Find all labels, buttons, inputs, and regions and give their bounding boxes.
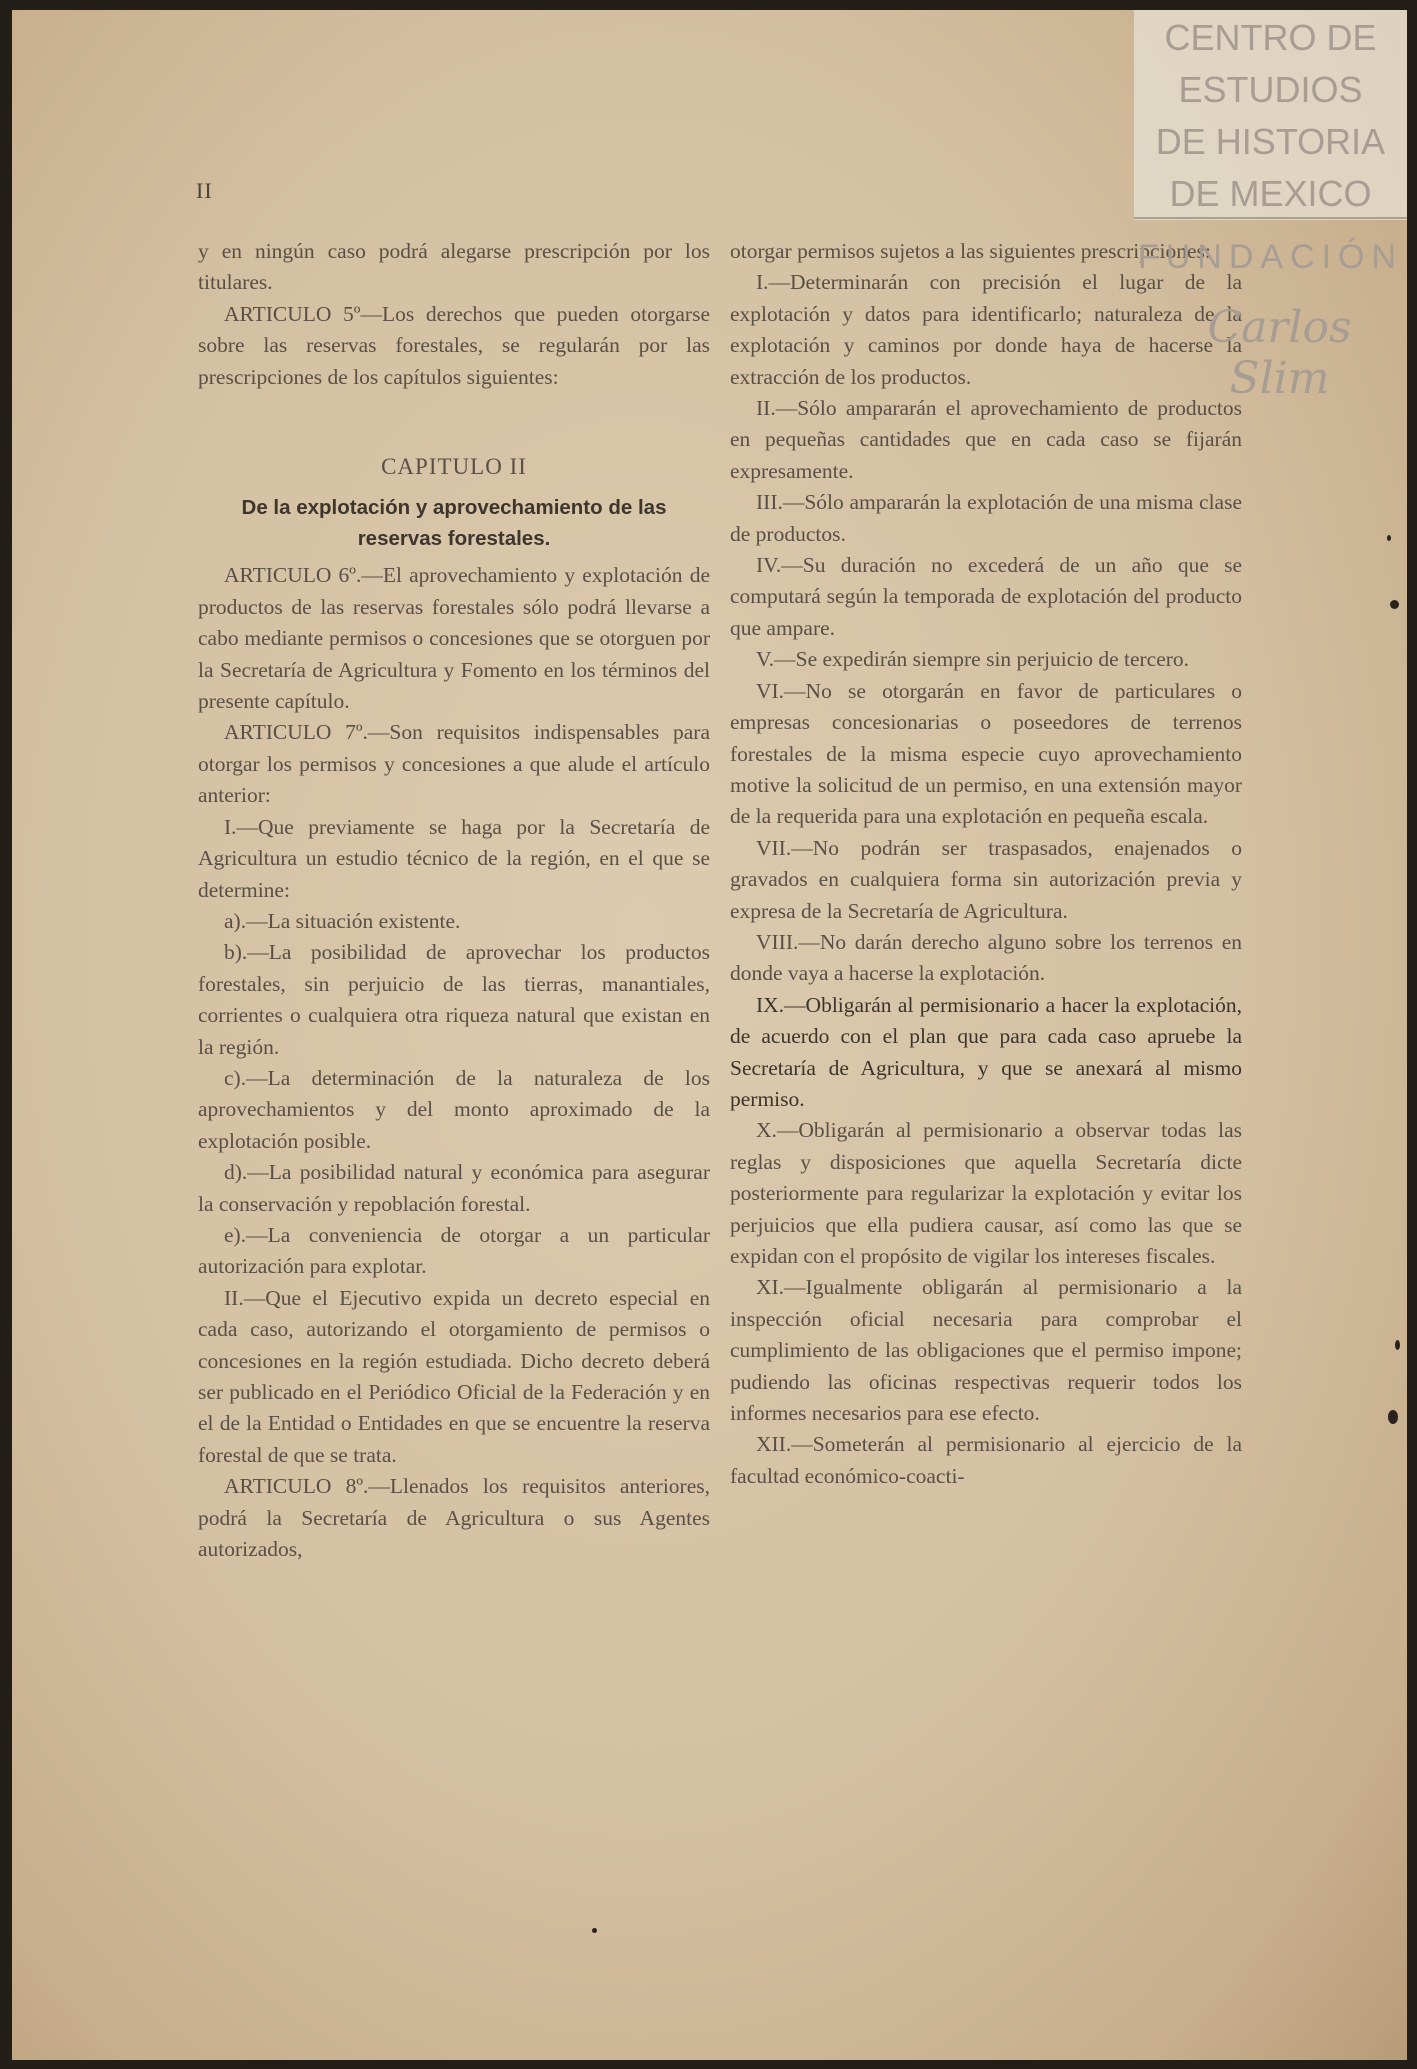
right-column-paragraph: X.—Obligarán al permisionario a observar todas las reglas y disposiciones que aquella Secretaría dicte posteriormente para regularizar la explotación y evitar los perjuicios que ella pudiera causar, así como las que se expidan con el propósito de vigilar los intereses fiscales.: [730, 1118, 1242, 1268]
left-column-paragraph: ARTICULO 7º.—Son requisitos indispensables para otorgar los permisos y concesiones a que alude el artículo anterior:: [198, 720, 710, 808]
right-column-paragraph: IX.—Obligarán al permisionario a hacer la explotación, de acuerdo con el plan que para cada caso apruebe la Secretaría de Agricultura, y que se anexará al mismo permiso.: [730, 992, 1242, 1111]
section-title: De la explotación y aprovechamiento de las reservas forestales.: [241, 496, 667, 551]
watermark-foundation: FUNDACIÓN: [1137, 238, 1404, 276]
left-column: [198, 236, 710, 1565]
left-column-paragraph: y en ningún caso podrá alegarse prescripción por los titulares.: [198, 239, 710, 295]
watermark-line: DE HISTORIA: [1155, 121, 1386, 162]
right-column-paragraph: VIII.—No darán derecho alguno sobre los terrenos en donde vaya a hacerse la explotación.: [730, 929, 1242, 986]
left-column-paragraph: e).—La conveniencia de otorgar a un particular autorización para explotar.: [198, 1222, 710, 1279]
right-column-paragraph: VI.—No se otorgarán en favor de particulares o empresas concesionarias o poseedores de terrenos forestales de la misma especie cuyo aprovechamiento motive la solicitud de un permiso, en una extensión mayor de la requerida para una explotación en pequeña escala.: [730, 678, 1242, 829]
right-column-paragraph: I.—Determinarán con precisión el lugar de la explotación y datos para identificarlo; naturaleza de la explotación y caminos por donde haya de hacerse la extracción de los productos.: [730, 270, 1242, 389]
right-column-paragraph: XII.—Someterán al permisionario al ejercicio de la facultad económico-coacti-: [730, 1432, 1242, 1488]
right-column-paragraph: III.—Sólo ampararán la explotación de una misma clase de productos.: [730, 490, 1242, 546]
left-column-paragraph: I.—Que previamente se haga por la Secretaría de Agricultura un estudio técnico de la región, en el que se determine:: [198, 814, 710, 902]
right-column-paragraph: otorgar permisos sujetos a las siguientes prescripciones:: [730, 239, 1211, 263]
chapter-heading: CAPITULO II: [381, 454, 527, 480]
right-column-paragraph: IV.—Su duración no excederá de un año que se computará según la temporada de explotación del producto que ampare.: [730, 553, 1242, 640]
left-column-paragraph: b).—La posibilidad de aprovechar los productos forestales, sin perjuicio de las tierras, manantiales, corrientes o cualquiera otra riqueza natural que existan en la región.: [198, 940, 710, 1059]
archive-watermark: [1134, 10, 1407, 220]
watermark-signature: Carlos Slim: [1207, 302, 1352, 404]
ink-speck: [592, 1928, 597, 1933]
left-column-paragraph: c).—La determinación de la naturaleza de los aprovechamientos y del monto aproximado de la explotación posible.: [198, 1065, 710, 1153]
right-column-paragraph: XI.—Igualmente obligarán al permisionario a la inspección oficial necesaria para comprobar el cumplimiento de las obligaciones que el permiso impone; pudiendo las oficinas respectivas requerir todos los informes necesarios para ese efecto.: [730, 1275, 1242, 1426]
watermark-divider: [1134, 217, 1407, 219]
left-column-paragraph: ARTICULO 5º—Los derechos que pueden otorgarse sobre las reservas forestales, se regularán por las prescripciones de los capítulos siguientes:: [198, 301, 710, 389]
left-column-paragraph: II.—Que el Ejecutivo expida un decreto especial en cada caso, autorizando el otorgamiento de permisos o concesiones en la región estudiada. Dicho decreto deberá ser publicado en el Periódico Oficial de la Federación y en el de la Entidad o Entidades en que se encuentre la reserva forestal de que se trata.: [198, 1285, 710, 1467]
ink-speck: [1395, 1340, 1400, 1350]
page-number: II: [196, 178, 213, 203]
left-column-paragraph: d).—La posibilidad natural y económica para asegurar la conservación y repoblación forestal.: [198, 1160, 710, 1216]
ink-speck: [1390, 600, 1399, 609]
right-column: [730, 236, 1242, 1492]
document-page: [12, 10, 1407, 2060]
left-column-paragraph: a).—La situación existente.: [224, 908, 461, 933]
watermark-line: ESTUDIOS: [1178, 69, 1363, 110]
right-column-paragraph: VII.—No podrán ser traspasados, enajenados o gravados en cualquiera forma sin autorización previa y expresa de la Secretaría de Agricultura.: [730, 835, 1242, 923]
watermark-line: CENTRO DE: [1164, 17, 1377, 58]
left-column-paragraph: ARTICULO 8º.—Llenados los requisitos anteriores, podrá la Secretaría de Agricultura o sus Agentes autorizados,: [198, 1474, 710, 1562]
left-column-paragraph: ARTICULO 6º.—El aprovechamiento y explotación de productos de las reservas forestales sólo podrá llevarse a cabo mediante permisos o concesiones que se otorguen por la Secretaría de Agricultura y Fomento en los términos del presente capítulo.: [198, 563, 710, 714]
right-column-paragraph: II.—Sólo ampararán el aprovechamiento de productos en pequeñas cantidades que en cada caso se fijarán expresamente.: [730, 396, 1242, 483]
ink-speck: [1388, 1410, 1398, 1424]
ink-speck: [1387, 535, 1391, 541]
right-column-paragraph: V.—Se expedirán siempre sin perjuicio de tercero.: [756, 647, 1190, 672]
watermark-line: DE MEXICO: [1169, 173, 1372, 214]
